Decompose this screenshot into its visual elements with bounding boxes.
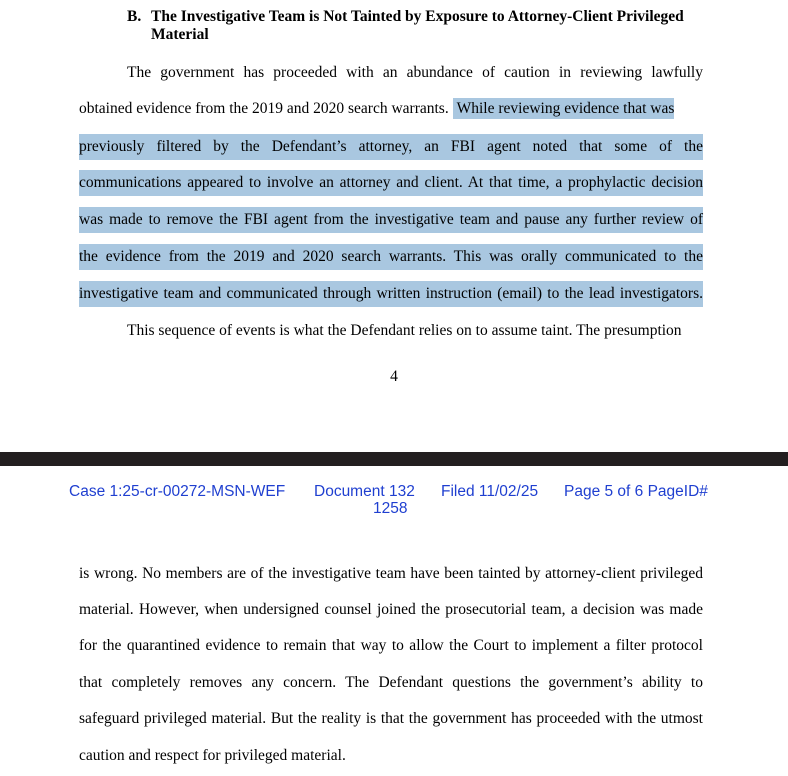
paragraph-line: is wrong. No members are of the investigative team have been tainted by attorney-client privileged <box>79 565 703 582</box>
page-separator <box>0 452 788 466</box>
paragraph-line-plain: obtained evidence from the 2019 and 2020 search warrants. <box>79 100 449 117</box>
stamp-case-number: Case 1:25-cr-00272-MSN-WEF <box>69 483 286 500</box>
section-heading <box>127 8 727 44</box>
paragraph-line: caution and respect for privileged material. <box>79 747 346 764</box>
section-heading-line-2: Material <box>151 26 209 43</box>
stamp-document-number: Document 132 <box>314 483 415 500</box>
stamp-page-info: Page 5 of 6 PageID# <box>564 483 708 500</box>
highlighted-line: was made to remove the FBI agent from the investigative team and pause any further review of <box>79 207 703 233</box>
highlighted-line: communications appeared to involve an attorney and client. At that time, a prophylactic decision <box>79 170 703 196</box>
document-page-bottom <box>0 466 788 776</box>
section-heading-line-1: The Investigative Team is Not Tainted by Exposure to Attorney-Client Privileged <box>151 8 684 25</box>
highlighted-line: investigative team and communicated through written instruction (email) to the lead investigators. <box>79 281 703 307</box>
paragraph-line: This sequence of events is what the Defendant relies on to assume taint. The presumption <box>127 322 682 339</box>
paragraph-line: for the quarantined evidence to remain that way to allow the Court to implement a filter protocol <box>79 637 703 654</box>
page-number: 4 <box>390 368 398 385</box>
paragraph-line <box>79 96 703 122</box>
paragraph-line: safeguard privileged material. But the reality is that the government has proceeded with the utmost <box>79 710 703 727</box>
highlighted-line: previously filtered by the Defendant’s attorney, an FBI agent noted that some of the <box>79 134 703 160</box>
stamp-filed-date: Filed 11/02/25 <box>441 483 539 500</box>
paragraph-line: The government has proceeded with an abundance of caution in reviewing lawfully <box>127 64 703 81</box>
section-heading-letter: B. <box>127 8 142 25</box>
paragraph-line: material. However, when undersigned counsel joined the prosecutorial team, a decision was made <box>79 601 703 618</box>
highlighted-line: the evidence from the 2019 and 2020 search warrants. This was orally communicated to the <box>79 244 703 270</box>
paragraph-line: that completely removes any concern. The Defendant questions the government’s ability to <box>79 674 703 691</box>
highlighted-text: While reviewing evidence that was <box>453 98 675 119</box>
stamp-page-id: 1258 <box>373 500 408 517</box>
